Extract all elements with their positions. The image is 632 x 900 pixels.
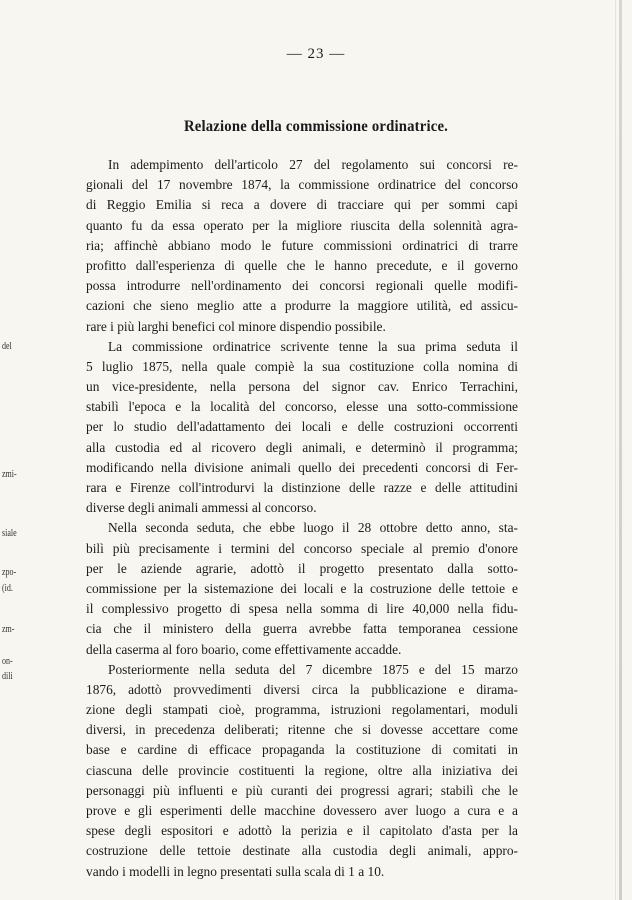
text-line: zione degli stampati cioè, programma, istruzioni regolamentari, moduli	[86, 702, 518, 718]
text-line: il complessivo progetto di spesa nella somma di lire 40,000 nella fidu-	[86, 601, 518, 617]
text-line: personaggi più influenti e più curanti dei progressi agrari; stabilì che le	[86, 782, 518, 798]
text-line: per le aziende agrarie, adottò il progetto presentato dalla sotto-	[86, 560, 518, 576]
page-number: — 23 —	[286, 46, 346, 62]
text-line: cia che il ministero della guerra avrebbe fatta temporanea cessione	[86, 621, 518, 637]
text-line: gionali del 17 novembre 1874, la commissione ordinatrice del concorso	[86, 177, 518, 193]
text-line: profitto dall'esperienza di quelle che le hanno precedute, e il governo	[86, 257, 518, 273]
text-line: commissione per la sistemazione dei locali e la costruzione delle tettoie e	[86, 580, 518, 596]
text-line: diverse degli animali ammessi al concorso.	[86, 500, 317, 516]
section-title: Relazione della commissione ordinatrice.	[183, 118, 449, 135]
text-line: diversi, in precedenza deliberati; ritenne che si dovesse accettare come	[86, 722, 518, 738]
text-line: stabilì l'epoca e la località del concorso, elesse una sotto-commissione	[86, 399, 518, 415]
margin-note: zpo-	[2, 567, 17, 578]
margin-note: zmi-	[2, 469, 17, 480]
margin-note: del	[2, 341, 12, 352]
margin-note: siale	[2, 528, 17, 539]
text-line: ciascuna delle provincie costituenti la regione, oltre alla iniziativa dei	[86, 762, 518, 778]
text-line: della caserma al foro boario, come effettivamente accadde.	[86, 641, 402, 657]
text-line: di Reggio Emilia si reca a dovere di tracciare qui per sommi capi	[86, 197, 518, 213]
text-line: modificando nella divisione animali quello dei precedenti concorsi di Fer-	[86, 459, 518, 475]
paragraph	[86, 660, 518, 882]
text-line: possa introdurre nell'ordinamento dei concorsi regionali quelle modifi-	[86, 278, 518, 294]
margin-note: (id.	[2, 583, 13, 594]
text-line: un vice-presidente, nella persona del signor cav. Enrico Terrachini,	[86, 379, 518, 395]
text-line: In adempimento dell'articolo 27 del regolamento sui concorsi re-	[108, 157, 518, 172]
text-line: prove e gli esperimenti delle macchine dovessero aver luogo a cura e a	[86, 803, 518, 818]
text-line: Nella seconda seduta, che ebbe luogo il 28 ottobre detto anno, sta-	[108, 520, 518, 536]
text-line: quanto fu da essa operato per la migliore riuscita della solennità agra-	[86, 217, 518, 233]
page-edge	[619, 0, 622, 900]
text-line: alla custodia ed al ricovero degli animali, e determinò il programma;	[86, 439, 518, 455]
margin-note: on-	[2, 656, 13, 667]
left-margin-notes	[0, 0, 24, 900]
text-line: per lo studio dell'adattamento dei locali e delle costruzioni occorrenti	[86, 419, 518, 435]
text-line: base e cardine di efficace propaganda la costituzione di comitati in	[86, 742, 518, 758]
margin-note: dili	[2, 671, 13, 682]
text-line: costruzione delle tettoie destinate alla custodia degli animali, appro-	[86, 843, 518, 859]
text-line: La commissione ordinatrice scrivente tenne la sua prima seduta il	[108, 338, 518, 354]
text-line: cazioni che sieno meglio atte a produrre la maggiore utilità, ed assicu-	[86, 298, 518, 314]
body-text	[86, 155, 518, 882]
paragraph	[86, 155, 518, 337]
text-line: spese degli espositori e adottò la perizia e il capitolato d'asta per la	[86, 823, 518, 839]
text-line: 1876, adottò provvedimenti diversi circa la pubblicazione e dirama-	[86, 681, 518, 697]
text-line: rare i più larghi benefici col minore dispendio possibile.	[86, 318, 386, 334]
text-line: vando i modelli in legno presentati sulla scala di 1 a 10.	[86, 863, 385, 879]
page-edge-shadow	[615, 0, 616, 900]
text-line: bilì più precisamente i termini del concorso speciale al premio d'onore	[86, 540, 518, 556]
text-line: Posteriormente nella seduta del 7 dicembre 1875 e del 15 marzo	[108, 661, 518, 677]
text-line: ria; affinchè abbiano modo le future commissioni ordinatrici di trarre	[86, 237, 518, 253]
paragraph	[86, 337, 518, 519]
margin-note: zm-	[2, 624, 15, 635]
paragraph	[86, 518, 518, 659]
text-line: rara e Firenze coll'introdurvi la distinzione delle razze e delle attitudini	[86, 480, 518, 495]
text-line: 5 luglio 1875, nella quale compiè la sua costituzione colla nomina di	[86, 358, 518, 374]
